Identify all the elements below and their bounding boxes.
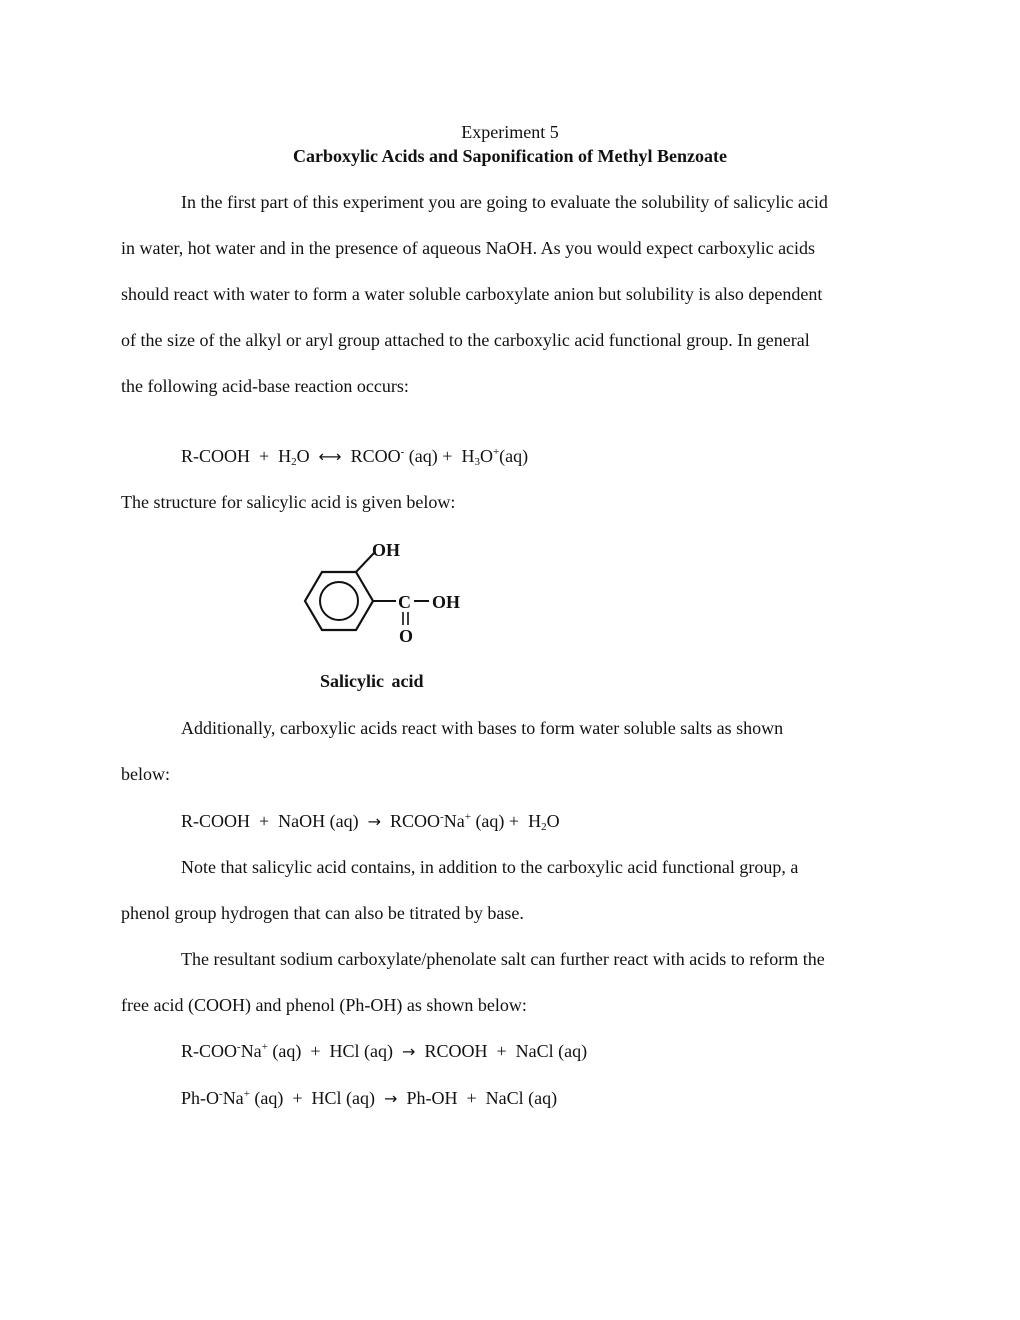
experiment-number: Experiment 5 [461,122,559,142]
equation-acid-water: R-COOH + $H_2O$ ⟷ RCOO- $(aq) + H_3O^+(aq)$ [181,446,529,468]
paragraph-line: below: [121,764,170,784]
equation-acid-base: R-COOH + NaOH (aq) → RCOO-Na+ $(aq) + H_2O$ [181,811,560,833]
equation-phenolate-acid: Ph-O-Na+ (aq) + HCl (aq) → Ph-OH + NaCl (aq) [181,1088,558,1108]
carbon-label: C [398,592,411,612]
hydroxyl-label: OH [372,540,401,560]
document-title: Carboxylic Acids and Saponification of Methyl Benzoate [292,146,727,166]
structure-caption: Salicylic acid [320,671,424,691]
paragraph-line: should react with water to form a water soluble carboxylate anion but solubility is also dependent [121,284,823,304]
benzene-ring [305,572,373,630]
carbonyl-oxygen-label: O [399,626,414,646]
paragraph-line: phenol group hydrogen that can also be titrated by base. [121,903,524,923]
paragraph-line: free acid (COOH) and phenol (Ph-OH) as shown below: [121,995,527,1015]
paragraph-line: Note that salicylic acid contains, in addition to the carboxylic acid functional group, a [181,857,799,877]
paragraph-line: of the size of the alkyl or aryl group attached to the carboxylic acid functional group. In general [121,330,810,350]
equation-carboxylate-acid: R-COO-Na+ (aq) + HCl (aq) → RCOOH + NaCl (aq) [181,1041,588,1061]
paragraph-line: Additionally, carboxylic acids react with bases to form water soluble salts as shown [181,718,784,738]
reaction-arrow-icon: → [402,1042,416,1061]
reaction-arrow-icon: → [384,1089,398,1108]
paragraph-line: The resultant sodium carboxylate/phenolate salt can further react with acids to reform the [181,949,825,969]
structure-intro: The structure for salicylic acid is given below: [121,492,456,512]
equilibrium-arrow-icon: ⟷ [318,447,342,466]
paragraph-line: In the first part of this experiment you are going to evaluate the solubility of salicylic acid [181,192,828,212]
carboxyl-oh-label: OH [432,592,461,612]
paragraph-line: the following acid-base reaction occurs: [121,376,409,396]
reaction-arrow-icon: → [367,812,382,831]
paragraph-line: in water, hot water and in the presence of aqueous NaOH. As you would expect carboxylic acids [121,238,816,258]
aromatic-circle [320,582,358,620]
